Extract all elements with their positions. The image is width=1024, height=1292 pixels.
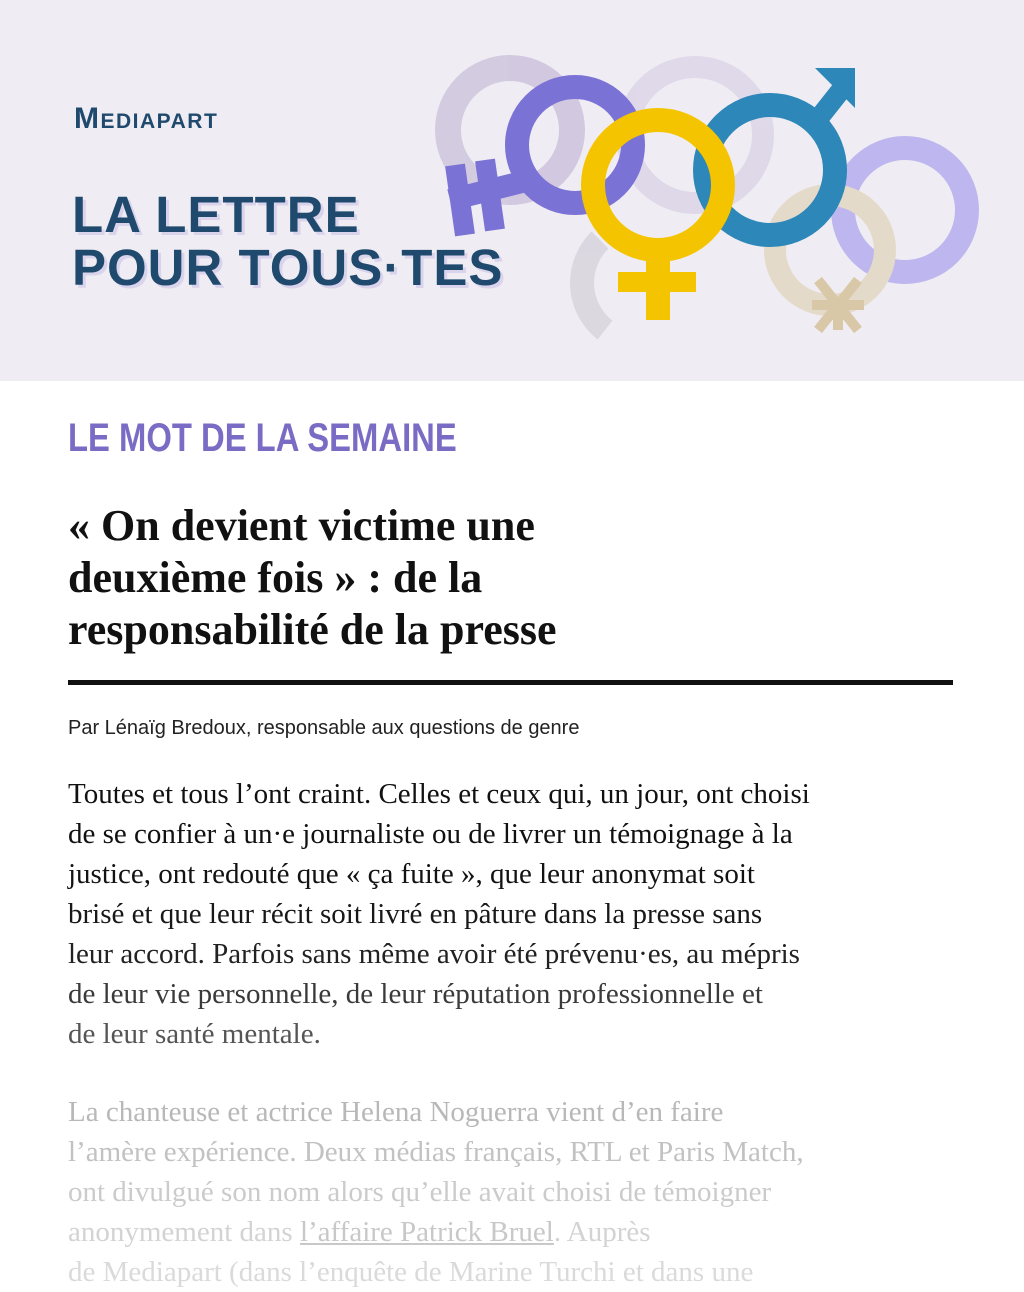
paragraph-text: anonymement dans [68,1216,300,1248]
headline-line: « On devient victime une [68,501,535,550]
byline: Par Lénaïg Bredoux, responsable aux questions de genre [68,717,580,739]
newsletter-title-line1: LA LETTRE [72,186,360,243]
gender-symbols-illustration [400,40,1000,360]
newsletter-title-line2: POUR TOUS·TES [72,239,504,296]
section-label: LE MOT DE LA SEMAINE [68,416,457,460]
paragraph-line: de leur santé mentale. [68,1018,321,1050]
paragraph-line: de se confier à un·e journaliste ou de livrer un témoignage à la [68,818,793,850]
paragraph-line: de leur vie personnelle, de leur réputation professionnelle et [68,978,763,1010]
headline-line: responsabilité de la presse [68,605,557,654]
paragraph-line-with-link [68,1212,948,1252]
headline-line: deuxième fois » : de la [68,553,483,602]
paragraph-line: l’amère expérience. Deux médias français, RTL et Paris Match, [68,1136,804,1168]
paragraph-line: Toutes et tous l’ont craint. Celles et ceux qui, un jour, ont choisi [68,778,810,810]
paragraph-line: leur accord. Parfois sans même avoir été prévenu·es, au mépris [68,938,800,970]
paragraph-line: ont divulgué son nom alors qu’elle avait choisi de témoigner [68,1176,772,1208]
article-headline [68,500,948,656]
headline-divider [68,680,953,685]
paragraph-line: brisé et que leur récit soit livré en pâture dans la presse sans [68,898,763,930]
newsletter-header [0,0,1024,381]
article-paragraph-2 [68,1092,948,1292]
paragraph-text: . Auprès [553,1216,651,1248]
mediapart-logo[interactable]: Mediapart [74,102,219,135]
paragraph-line: La chanteuse et actrice Helena Noguerra vient d’en faire [68,1096,724,1128]
paragraph-line: de Mediapart (dans l’enquête de Marine Turchi et dans une [68,1256,754,1288]
female-symbol-icon [593,120,723,320]
paragraph-line: justice, ont redouté que « ça fuite », que leur anonymat soit [68,858,755,890]
article-paragraph-1 [68,774,948,1054]
intersex-symbol-icon [812,280,864,330]
affaire-patrick-bruel-link[interactable]: l’affaire Patrick Bruel [299,1216,554,1248]
